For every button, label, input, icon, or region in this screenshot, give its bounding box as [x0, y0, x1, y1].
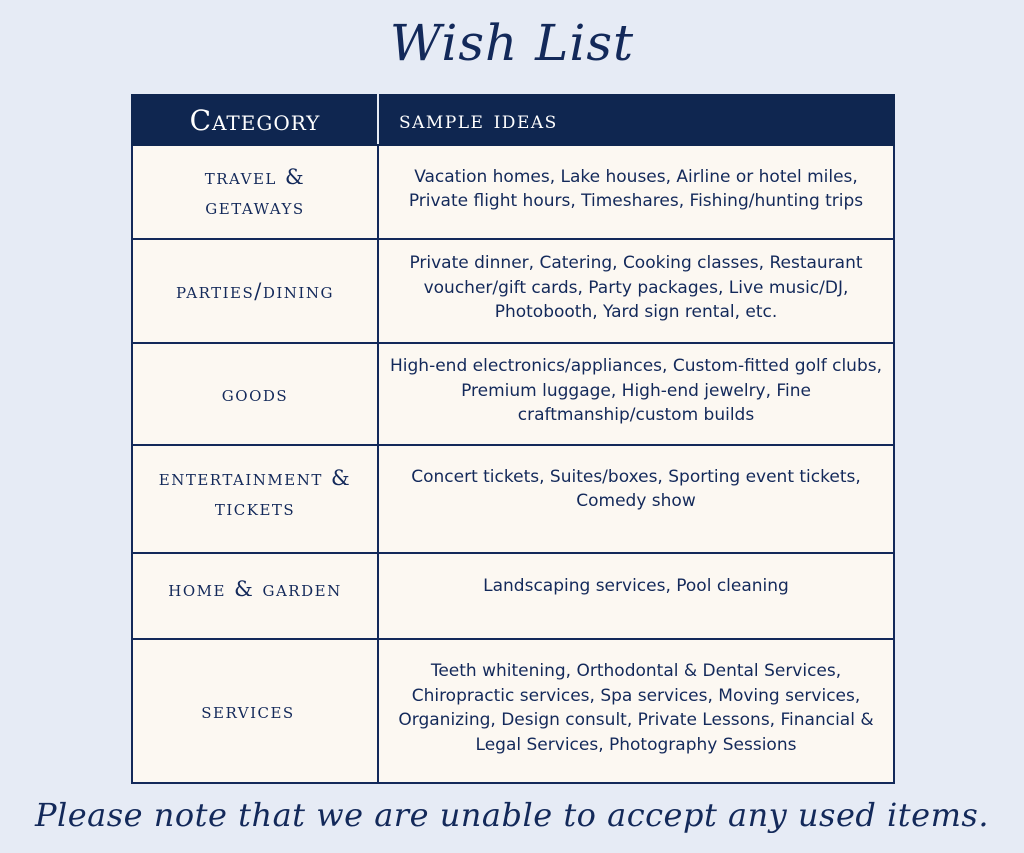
table-header-row	[132, 95, 894, 145]
table-row	[132, 553, 894, 639]
ideas-cell	[378, 553, 894, 639]
table-row	[132, 145, 894, 239]
ideas-text: Concert tickets, Suites/boxes, Sporting event tickets, Comedy show	[411, 466, 861, 511]
category-label: home & garden	[168, 577, 342, 601]
table-row	[132, 239, 894, 343]
table-row	[132, 445, 894, 553]
category-label: parties/dining	[176, 279, 334, 303]
category-label: entertainment & tickets	[158, 466, 352, 520]
category-label: services	[201, 699, 295, 723]
ideas-cell	[378, 343, 894, 445]
column-header-sample-ideas: sample ideas	[378, 95, 894, 145]
category-cell	[132, 343, 378, 445]
category-cell	[132, 239, 378, 343]
ideas-text: Vacation homes, Lake houses, Airline or hotel miles, Private flight hours, Timeshares, Fishing/hunting trips	[408, 166, 864, 211]
footer-note: Please note that we are unable to accept any used items.	[34, 796, 990, 834]
category-cell	[132, 445, 378, 553]
page-title: Wish List	[389, 14, 635, 72]
table-row	[132, 639, 894, 783]
category-cell	[132, 639, 378, 783]
ideas-cell	[378, 639, 894, 783]
category-label: goods	[221, 382, 289, 406]
ideas-text: Private dinner, Catering, Cooking classes, Restaurant voucher/gift cards, Party packages, Live music/DJ, Photobooth, Yard sign rental, etc.	[409, 253, 863, 323]
ideas-cell	[378, 145, 894, 239]
category-cell	[132, 145, 378, 239]
ideas-text: High-end electronics/appliances, Custom-fitted golf clubs, Premium luggage, High-end jewelry, Fine craftmanship/custom builds	[390, 356, 882, 426]
ideas-cell	[378, 445, 894, 553]
ideas-text: Landscaping services, Pool cleaning	[483, 575, 789, 596]
column-header-category: Category	[132, 95, 378, 145]
wish-list-table	[131, 94, 895, 784]
category-cell	[132, 553, 378, 639]
ideas-text: Teeth whitening, Orthodontal & Dental Services, Chiropractic services, Spa services, Moving services, Organizing, Design consult, Private Lessons, Financial & Legal Services, Photography Sessions	[398, 661, 874, 755]
ideas-cell	[378, 239, 894, 343]
table-row	[132, 343, 894, 445]
category-label: travel & getaways	[204, 165, 306, 219]
